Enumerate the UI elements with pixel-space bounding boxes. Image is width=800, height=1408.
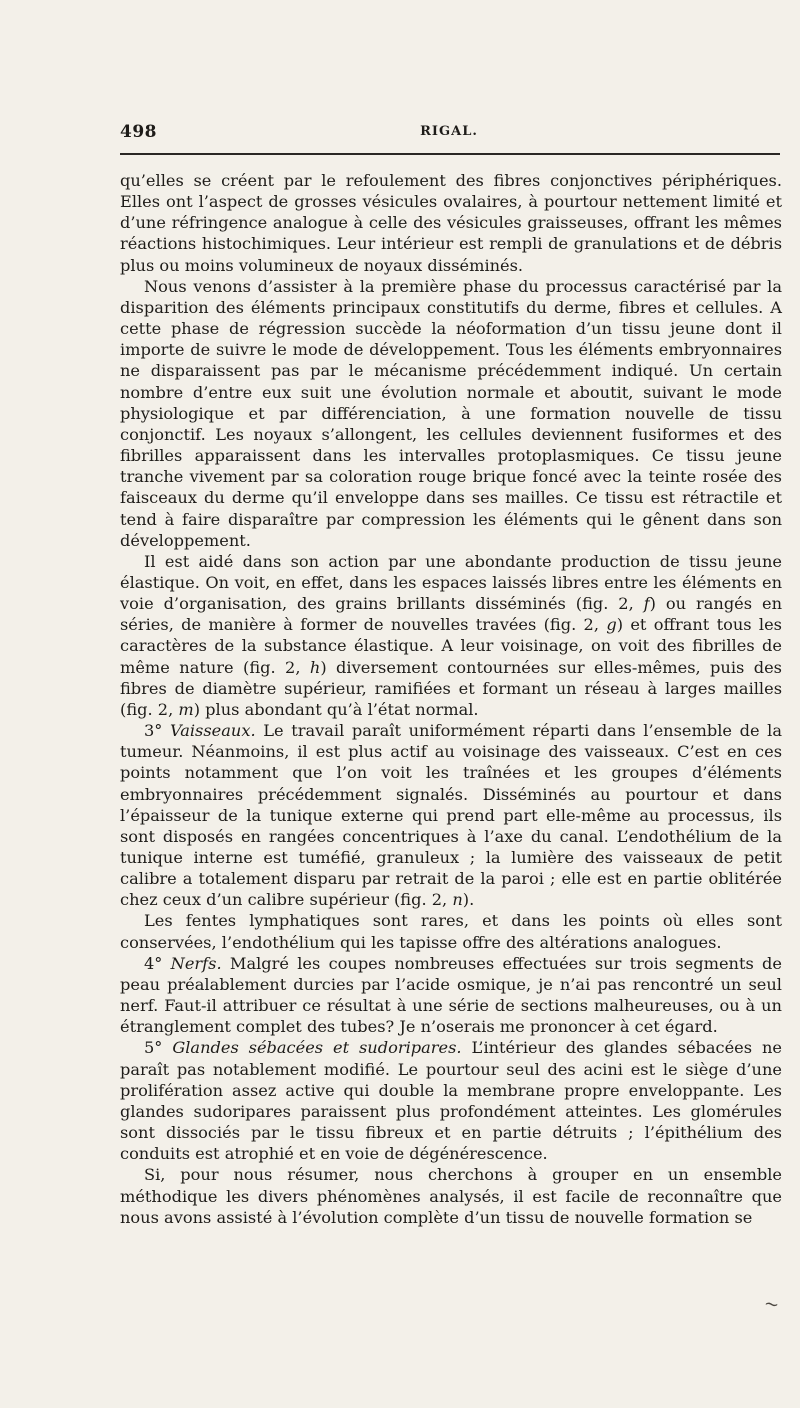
text-run: ). [462, 890, 475, 910]
body-text [120, 170, 782, 1228]
text-run: qu’elles se créent par le refoulement des fibres conjonctives périphériques. Elles ont l’aspect de grosses vésicules ovalaires, à pourtour nettement limité et d’une réfringence analogue à celle des vésicules graisseuses, offrant les mêmes réactions histochimiques. Leur intérieur est rempli de granulations et de débris plus ou moins volumineux de noyaux disséminés. [120, 171, 782, 275]
text-run: Le travail paraît uniformément réparti dans l’ensemble de la tumeur. Néanmoins, il est plus actif au voisinage des vaisseaux. C’est en ces points notamment que l’on voit les traînées et les groupes d’éléments embryonnaires précédemment signalés. Disséminés au pourtour et dans l’épaisseur de la tunique externe qui prend part elle-même au processus, ils sont disposés en rangées concentriques à l’axe du canal. L’endothélium de la tunique interne est tuméfié, granuleux ; la lumière des vaisseaux de petit calibre a totalement disparu par retrait de la paroi ; elle est en partie oblitérée chez ceux d’un calibre supérieur (fig. 2, [120, 721, 782, 910]
italic-text: g [606, 615, 617, 635]
italic-text: Nerfs. [170, 953, 222, 973]
text-run: Malgré les coupes nombreuses effectuées sur trois segments de peau préalablement durcies par l’acide osmique, je n’ai pas rencontré un seul nerf. Faut-il attribuer ce résultat à une série de sections malheureuses, ou à un étranglement complet des tubes? Je n’oserais me prononcer à cet égard. [120, 953, 782, 1037]
text-run: 5° [144, 1038, 173, 1058]
text-run: 4° [144, 953, 171, 973]
paragraph [120, 953, 782, 1038]
text-run: ) ou rangés en séries, de manière à former de nouvelles travées (fig. 2, [120, 594, 782, 635]
text-run: Il est aidé dans son action par une abondante production de tissu jeune élastique. On voit, en effet, dans les espaces laissés libres entre les éléments en voie d’organisation, des grains brillants disséminés (fig. 2, [120, 551, 782, 614]
paragraph [120, 276, 782, 551]
text-run: L’intérieur des glandes sébacées ne paraît pas notablement modifié. Le pourtour seul des acini est le siège d’une prolifération assez active qui double la membrane propre enveloppante. Les glandes sudoripares paraissent plus profondément atteintes. Les glomérules sont dissociés par le tissu fibreux et en partie détruits ; l’épithélium des conduits est atrophié et en voie de dégénérescence. [120, 1038, 782, 1164]
paragraph [120, 910, 782, 952]
italic-text: n [452, 890, 463, 910]
page-header [120, 122, 778, 146]
text-run: ) plus abondant qu’à l’état normal. [193, 699, 479, 719]
text-run: Les fentes lymphatiques sont rares, et dans les points où elles sont conservées, l’endothélium qui les tapisse offre des altérations analogues. [120, 911, 782, 952]
page-number: 498 [120, 122, 157, 142]
text-run: ) et offrant tous les caractères de la substance élastique. A leur voisinage, on voit des fibrilles de même nature (fig. 2, [120, 615, 782, 677]
italic-text: m [178, 699, 194, 719]
paragraph [120, 1037, 782, 1164]
text-run: Nous venons d’assister à la première phase du processus caractérisé par la disparition des éléments principaux constitutifs du derme, fibres et cellules. A cette phase de régression succède la néoformation d’un tissu jeune dont il importe de suivre le mode de développement. Tous les éléments embryonnaires ne disparaissent pas par le mécanisme précédemment indiqué. Un certain nombre d’entre eux suit une évolution normale et aboutit, suivant le mode physiologique et par différenciation, à une formation nouvelle de tissu conjonctif. Les noyaux s’allongent, les cellules deviennent fusiformes et des fibrilles apparaissent dans les intervalles protoplasmiques. Ce tissu jeune tranche vivement par sa coloration rouge brique foncé avec la teinte rosée des faisceaux du derme qu’il enveloppe dans ses mailles. Ce tissu est rétractile et tend à faire disparaître par compression les éléments qui le gênent dans son développement. [120, 276, 782, 550]
text-run: Si, pour nous résumer, nous cherchons à grouper en un ensemble méthodique les divers phénomènes analysés, il est facile de reconnaître que nous avons assisté à l’évolution complète d’un tissu de nouvelle formation se [120, 1165, 782, 1227]
italic-text: Vaisseaux. [170, 721, 256, 741]
italic-text: f [643, 594, 650, 614]
italic-text: h [309, 657, 321, 677]
paragraph [120, 170, 782, 276]
margin-mark-icon: ~ [762, 1292, 781, 1317]
paragraph [120, 720, 782, 910]
header-rule [120, 153, 780, 155]
text-run: 3° [144, 721, 171, 741]
paragraph [120, 551, 782, 720]
running-head: RIGAL. [420, 124, 478, 139]
paragraph [120, 1164, 782, 1227]
text-run: ) diversement contournées sur elles-mêmes, puis des fibres de diamètre supérieur, ramifiées et formant un réseau à larges mailles (fig. 2, [120, 657, 782, 719]
italic-text: Glandes sébacées et sudoripares. [172, 1038, 462, 1058]
